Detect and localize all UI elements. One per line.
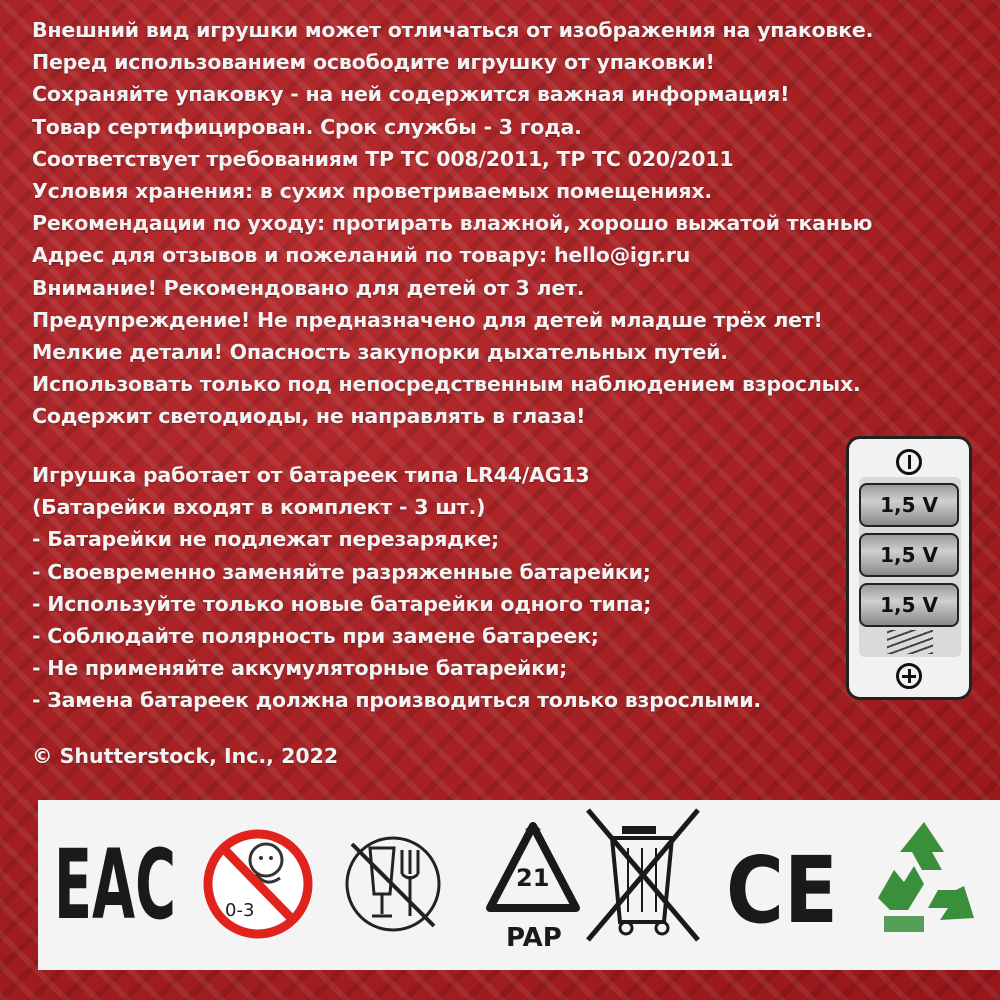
notice-line: Условия хранения: в сухих проветриваемых помещениях.	[32, 178, 712, 203]
notice-line: Перед использованием освободите игрушку от упаковки!	[32, 50, 715, 75]
plus-terminal-icon	[896, 663, 922, 689]
notice-line: Сохраняйте упаковку - на ней содержится важная информация!	[32, 82, 790, 107]
notice-line: Адрес для отзывов и пожеланий по товару: hello@igr.ru	[32, 243, 691, 268]
no-under-3-icon	[198, 800, 318, 970]
notice-line: Использовать только под непосредственным наблюдением взрослых.	[32, 372, 861, 397]
spring-icon	[887, 630, 933, 654]
battery-line: (Батарейки входят в комплект - 3 шт.)	[32, 495, 486, 520]
recycle-pap-21-icon	[478, 800, 588, 970]
crossed-bin-icon	[578, 800, 708, 970]
battery-line: - Соблюдайте полярность при замене батареек;	[32, 623, 599, 648]
notice-text	[32, 14, 932, 432]
copyright: © Shutterstock, Inc., 2022	[32, 744, 339, 768]
ce-mark-icon	[724, 800, 844, 970]
battery-compartment-diagram	[846, 436, 972, 700]
eac-mark-icon	[52, 800, 182, 970]
recycle-code: PAP	[506, 923, 562, 953]
battery-instructions	[32, 459, 832, 717]
notice-line: Предупреждение! Не предназначено для детей младше трёх лет!	[32, 307, 823, 332]
battery-line: - Батарейки не подлежат перезарядке;	[32, 527, 499, 552]
recycling-arrows-icon	[864, 800, 984, 970]
battery-line: - Используйте только новые батарейки одного типа;	[32, 591, 652, 616]
battery-line: - Замена батареек должна производиться только взрослыми.	[32, 688, 762, 713]
notice-line: Товар сертифицирован. Срок службы - 3 года.	[32, 114, 582, 139]
recycle-number: 21	[516, 864, 550, 892]
ce-mark-text: CE	[726, 837, 838, 944]
notice-line: Соответствует требованиям ТР ТС 008/2011, ТР ТС 020/2011	[32, 146, 734, 171]
battery-line: - Своевременно заменяйте разряженные батарейки;	[32, 559, 651, 584]
notice-line: Рекомендации по уходу: протирать влажной, хорошо выжатой тканью	[32, 211, 873, 236]
notice-line: Мелкие детали! Опасность закупорки дыхательных путей.	[32, 339, 728, 364]
battery-cell: 1,5 V	[859, 533, 959, 577]
battery-line: - Не применяйте аккумуляторные батарейки;	[32, 656, 568, 681]
battery-cell: 1,5 V	[859, 583, 959, 627]
age-label: 0-3	[225, 900, 255, 921]
notice-line: Внешний вид игрушки может отличаться от изображения на упаковке.	[32, 18, 874, 42]
not-food-contact-icon	[338, 800, 448, 970]
notice-line: Содержит светодиоды, не направлять в глаза!	[32, 404, 586, 429]
minus-terminal-icon	[896, 449, 922, 475]
battery-cell: 1,5 V	[859, 483, 959, 527]
certification-symbols-strip	[38, 800, 1000, 970]
eac-mark-text: ЕАС	[54, 829, 176, 941]
notice-line: Внимание! Рекомендовано для детей от 3 лет.	[32, 275, 585, 300]
battery-line: Игрушка работает от батареек типа LR44/AG13	[32, 463, 590, 487]
